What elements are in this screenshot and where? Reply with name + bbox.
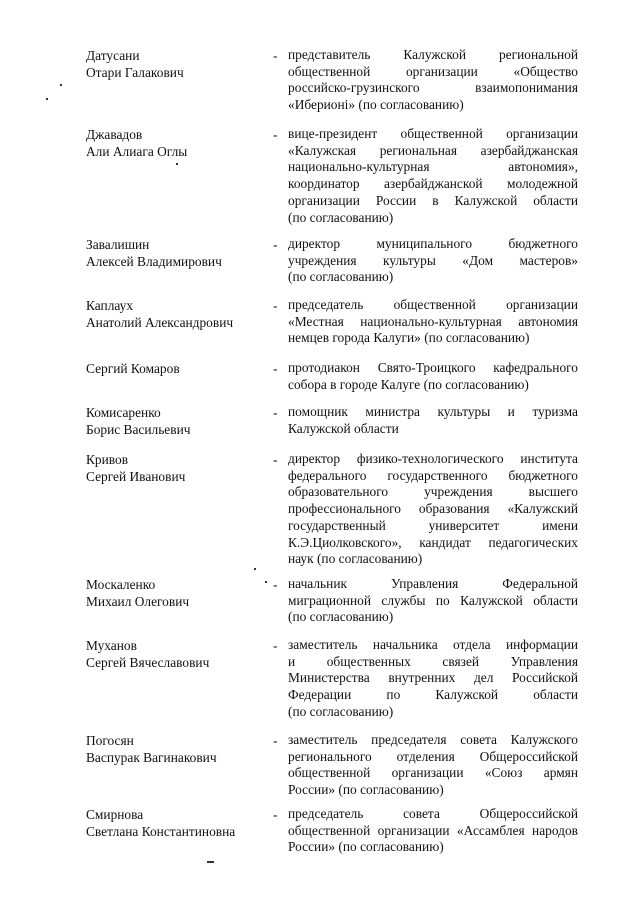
separator-dash: - <box>273 452 278 467</box>
member-name <box>86 806 271 840</box>
member-position-line: Министерства внутренних дел Российской <box>288 670 578 686</box>
member-name-line: Погосян <box>86 733 134 748</box>
member-position-line: начальник Управления Федеральной <box>288 576 578 591</box>
member-name-line: Анатолий Александрович <box>86 315 234 330</box>
member-name <box>86 404 271 438</box>
member-position-line: К.Э.Циолковского», кандидат педагогических <box>288 534 578 550</box>
member-name <box>86 236 271 270</box>
member-position-line: «Калужская региональная азербайджанская <box>288 142 578 158</box>
member-name-line: Алексей Владимирович <box>86 254 222 269</box>
member-position <box>288 47 578 114</box>
member-position <box>288 732 578 799</box>
member-name-line: Муханов <box>86 638 137 653</box>
member-name-line: Джавадов <box>86 127 143 142</box>
member-name-line: Светлана Константиновна <box>86 824 236 839</box>
scan-speck <box>176 163 178 165</box>
scan-speck <box>207 861 214 863</box>
member-name-line: Сергей Иванович <box>86 469 186 484</box>
member-position <box>288 360 578 393</box>
member-name-line: Датусани <box>86 48 140 63</box>
member-position-line: и общественных связей Управления <box>288 653 578 669</box>
member-position-line: «Иберионі» (по согласованию) <box>288 97 464 113</box>
member-name <box>86 637 271 671</box>
member-position-line: заместитель начальника отдела информации <box>288 637 578 652</box>
separator-dash: - <box>273 577 278 592</box>
member-position <box>288 637 578 721</box>
member-position-line: национально-культурная автономия», <box>288 159 578 175</box>
member-position <box>288 404 578 437</box>
member-position <box>288 451 578 568</box>
member-position-line: наук (по согласованию) <box>288 551 423 567</box>
member-position <box>288 126 578 226</box>
separator-dash: - <box>273 405 278 420</box>
member-position-line: российско-грузинского взаимопонимания <box>288 80 578 96</box>
member-position-line: организации России в Калужской области <box>288 192 578 208</box>
member-position-line: помощник министра культуры и туризма <box>288 404 578 419</box>
member-position-line: миграционной службы по Калужской области <box>288 592 578 608</box>
member-position-line: (по согласованию) <box>288 609 394 625</box>
member-name-line: Михаил Олегович <box>86 594 190 609</box>
member-name-line: Сергий Комаров <box>86 361 180 376</box>
member-name <box>86 576 271 610</box>
scan-speck <box>46 98 48 100</box>
member-name-line: Борис Васильевич <box>86 422 191 437</box>
member-name-line: Комисаренко <box>86 405 161 420</box>
separator-dash: - <box>273 807 278 822</box>
member-position-line: координатор азербайджанской молодежной <box>288 176 578 192</box>
member-position-line: общественной организации «Союз армян <box>288 765 578 781</box>
member-position-line: федерального государственного бюджетного <box>288 467 578 483</box>
member-position <box>288 236 578 286</box>
member-name-line: Смирнова <box>86 807 144 822</box>
separator-dash: - <box>273 298 278 313</box>
member-position-line: общественной организации «Ассамблея народов <box>288 822 578 838</box>
separator-dash: - <box>273 733 278 748</box>
member-position-line: вице-президент общественной организации <box>288 126 578 141</box>
member-position-line: (по согласованию) <box>288 269 394 285</box>
member-name <box>86 451 271 485</box>
member-position-line: профессионального образования «Калужский <box>288 501 578 517</box>
member-position-line: (по согласованию) <box>288 703 394 719</box>
member-position-line: государственный университет имени <box>288 517 578 533</box>
member-name <box>86 297 271 331</box>
member-position-line: немцев города Калуги» (по согласованию) <box>288 330 530 346</box>
member-position <box>288 576 578 626</box>
member-name-line: Кривов <box>86 452 129 467</box>
member-name-line: Сергей Вячеславович <box>86 655 210 670</box>
member-name-line: Москаленко <box>86 577 156 592</box>
member-position-line: России» (по согласованию) <box>288 839 444 855</box>
member-position-line: России» (по согласованию) <box>288 782 444 798</box>
member-position-line: председатель совета Общероссийской <box>288 806 578 821</box>
member-position-line: Калужской области <box>288 420 399 436</box>
member-position-line: заместитель председателя совета Калужского <box>288 732 578 747</box>
member-position-line: (по согласованию) <box>288 209 394 225</box>
member-position-line: общественной организации «Общество <box>288 63 578 79</box>
member-name-line: Завалишин <box>86 237 150 252</box>
member-name-line: Али Алиага Оглы <box>86 144 188 159</box>
member-position-line: представитель Калужской региональной <box>288 47 578 62</box>
separator-dash: - <box>273 127 278 142</box>
member-position-line: протодиакон Свято-Троицкого кафедрального <box>288 360 578 375</box>
member-position-line: «Местная национально-культурная автономия <box>288 313 578 329</box>
separator-dash: - <box>273 48 278 63</box>
scan-speck <box>60 84 62 86</box>
member-position-line: учреждения культуры «Дом мастеров» <box>288 252 578 268</box>
separator-dash: - <box>273 237 278 252</box>
member-name <box>86 732 271 766</box>
separator-dash: - <box>273 638 278 653</box>
member-position-line: регионального отделения Общероссийской <box>288 748 578 764</box>
member-position <box>288 806 578 856</box>
separator-dash: - <box>273 361 278 376</box>
member-position-line: директор физико-технологического института <box>288 451 578 466</box>
member-position-line: собора в городе Калуге (по согласованию) <box>288 376 529 392</box>
member-position-line: образовательного учреждения высшего <box>288 484 578 500</box>
member-position-line: председатель общественной организации <box>288 297 578 312</box>
member-name <box>86 360 271 377</box>
member-position-line: директор муниципального бюджетного <box>288 236 578 251</box>
member-name-line: Васпурак Вагинакович <box>86 750 217 765</box>
member-name-line: Каплаух <box>86 298 134 313</box>
member-name <box>86 47 271 81</box>
member-name-line: Отари Галакович <box>86 65 184 80</box>
member-position-line: Федерации по Калужской области <box>288 687 578 703</box>
scan-speck <box>254 568 256 570</box>
member-name <box>86 126 271 160</box>
member-position <box>288 297 578 347</box>
